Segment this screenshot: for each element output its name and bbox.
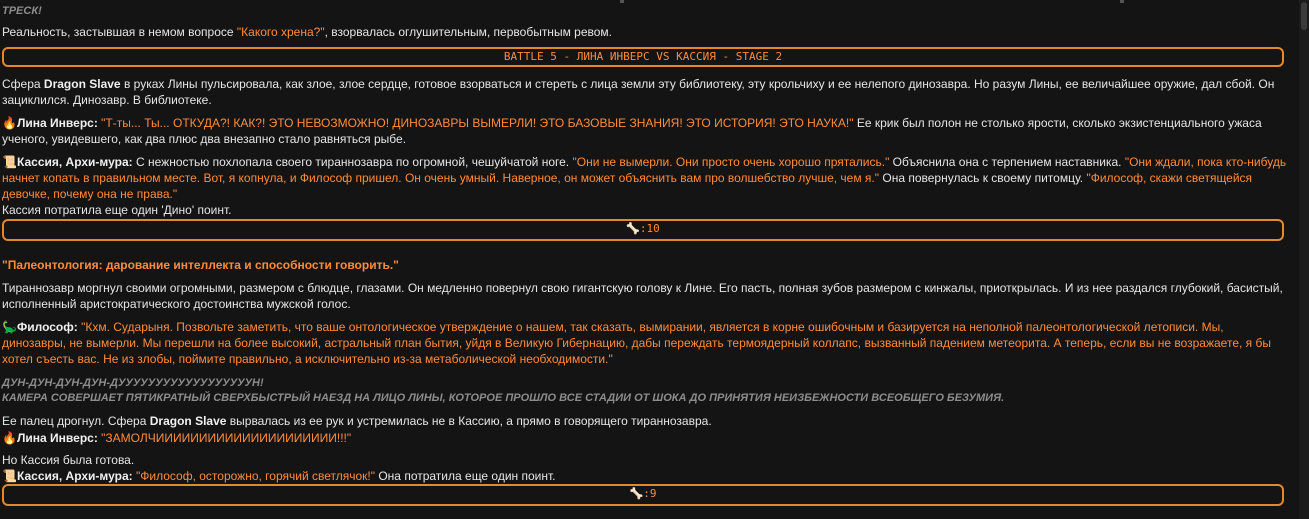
sound-effect: ДУН-ДУН-ДУН-ДУН-ДУУУУУУУУУУУУУУУУУУН! [2, 377, 264, 389]
speech: "Кхм. Сударыня. Позвольте заметить, что ваше онтологическое утверждение о нашем, так сказать, вымирании, является в корне ошибочным и базируется на неполной палеонтологической летописи. Мы, динозавры, не вымерли. Мы перешли на более высокий, астральный план бытия, уйдя в Великую Гибернацию, дабы переждать термоядерный коллапс, вызванный падением метеорита. А теперь, если вы не возражаете, я бы хотел съесть вас. Не из злобы, поймите правильно, а исключительно из-за метаболической необходимости." [2, 320, 1271, 366]
text: Она повернулась к своему питомцу. [879, 171, 1087, 185]
text: С нежностью похлопала своего тираннозавра по огромной, чешуйчатой ноге. [132, 155, 573, 169]
speech: "Они не вымерли. Они просто очень хорошо прятались." [572, 155, 890, 169]
narration-ready: Но Кассия была готова. [2, 453, 135, 467]
camera-effect: КАМЕРА СОВЕРШАЕТ ПЯТИКРАТНЫЙ СВЕРХБЫСТРЫЙ НАЕЗД НА ЛИЦО ЛИНЫ, КОТОРОЕ ПРОШЛО ВСЕ СТАДИИ ОТ ШОКА ДО ПРИНЯТИЯ НЕИЗБЕЖНОСТИ ВСЕОБЩЕГО БЕЗУМИЯ. [2, 392, 1005, 404]
message-kassia [2, 468, 1290, 484]
message-kassia [2, 154, 1290, 202]
text: в руках Лины пульсировала, как злое, злое сердце, готовое взорваться и стереть с лица земли эту библиотеку, эту крольчиху и ее нелепого динозавра. Но разум Лины, ее величайшее оружие, дал сбой. Он зациклился. Динозавр. В библиотеке. [2, 77, 1275, 107]
dinosaur-icon: 🦕 [2, 320, 17, 334]
message-lina [2, 115, 1290, 147]
speech: "Т-ты... Ты... ОТКУДА?! КАК?! ЭТО НЕВОЗМОЖНО! ДИНОЗАВРЫ ВЫМЕРЛИ! ЭТО БАЗОВЫЕ ЗНАНИЯ! ЭТО ИСТОРИЯ! ЭТО НАУКА!" [101, 116, 854, 130]
message-philosopher [2, 319, 1290, 367]
scrollbar-thumb[interactable] [1301, 2, 1307, 30]
speech: "Философ, скажи светящейся девочке, почему она не права." [2, 171, 1253, 201]
speaker-name: Философ: [17, 320, 78, 334]
dino-points-counter [2, 484, 1284, 506]
battle-banner-label: BATTLE 5 - ЛИНА ИНВЕРС VS КАССИЯ - STAGE 2 [503, 50, 783, 63]
text: , взорвалась оглушительным, первобытным ревом. [324, 25, 612, 39]
spell-name: Dragon Slave [43, 77, 121, 91]
speech: "Они ждали, пока кто-нибудь начнет копать в правильном месте. Вот, я копнула, и Философ пришел. Он очень умный. Наверное, он может объяснить вам про волшебство лучше, чем я." [2, 155, 1287, 185]
speaker-name: Лина Инверс: [17, 116, 98, 130]
message-lina [2, 430, 1290, 446]
text: Она потратила еще один поинт. [375, 469, 556, 483]
text: Реальность, застывшая в немом вопросе [2, 25, 237, 39]
narration-finger [2, 413, 1290, 429]
points-spent: Кассия потратила еще один 'Дино' поинт. [2, 203, 232, 217]
text: Объяснила она с терпением наставника. [889, 155, 1125, 169]
quote: "Какого хрена?" [236, 25, 325, 39]
scroll-icon: 📜 [2, 469, 17, 483]
scroll-icon: 📜 [2, 155, 17, 169]
text: Сфера [2, 77, 44, 91]
fire-icon: 🔥 [2, 431, 17, 445]
narration-reality [2, 24, 1290, 40]
scrollbar[interactable] [1299, 0, 1309, 519]
text: вырвалась из ее рук и устремилась не в Кассию, а прямо в говорящего тираннозавра. [226, 414, 712, 428]
dino-points-counter [2, 219, 1284, 241]
bone-icon: 🦴 [629, 487, 644, 500]
ability-name: "Палеонтология: дарование интеллекта и способности говорить." [2, 258, 399, 272]
bone-icon: 🦴 [626, 222, 640, 235]
speaker-name: Кассия, Архи-мура: [17, 469, 133, 483]
narration-trex: Тираннозавр моргнул своими огромными, размером с блюдце, глазами. Он медленно повернул свою гигантскую голову к Лине. Его пасть, полная зубов размером с кинжалы, приоткрылась. И из нее раздался глубокий, басистый, исполненный аристократического достоинства мужской голос. [2, 281, 1283, 311]
fire-icon: 🔥 [2, 116, 17, 130]
sound-effect: ТРЕСК! [2, 5, 42, 17]
counter-value: :9 [643, 487, 657, 500]
text: Ее палец дрогнул. Сфера [2, 414, 150, 428]
counter-value: :10 [639, 222, 660, 235]
narration-dragon-slave [2, 76, 1290, 108]
speech: "ЗАМОЛЧИИИИИИИИИИИИИИИИИИИИИ!!!" [97, 431, 352, 445]
speaker-name: Лина Инверс: [17, 431, 98, 445]
speaker-name: Кассия, Архи-мура: [17, 155, 133, 169]
battle-banner [2, 47, 1284, 67]
speech: "Философ, осторожно, горячий светлячок!" [132, 469, 376, 483]
spell-name: Dragon Slave [149, 414, 227, 428]
text: Ее крик был полон не столько ярости, сколько экзистенциального ужаса ученого, увидевшего, как два плюс два внезапно стало равняться рыбе. [2, 116, 1262, 146]
